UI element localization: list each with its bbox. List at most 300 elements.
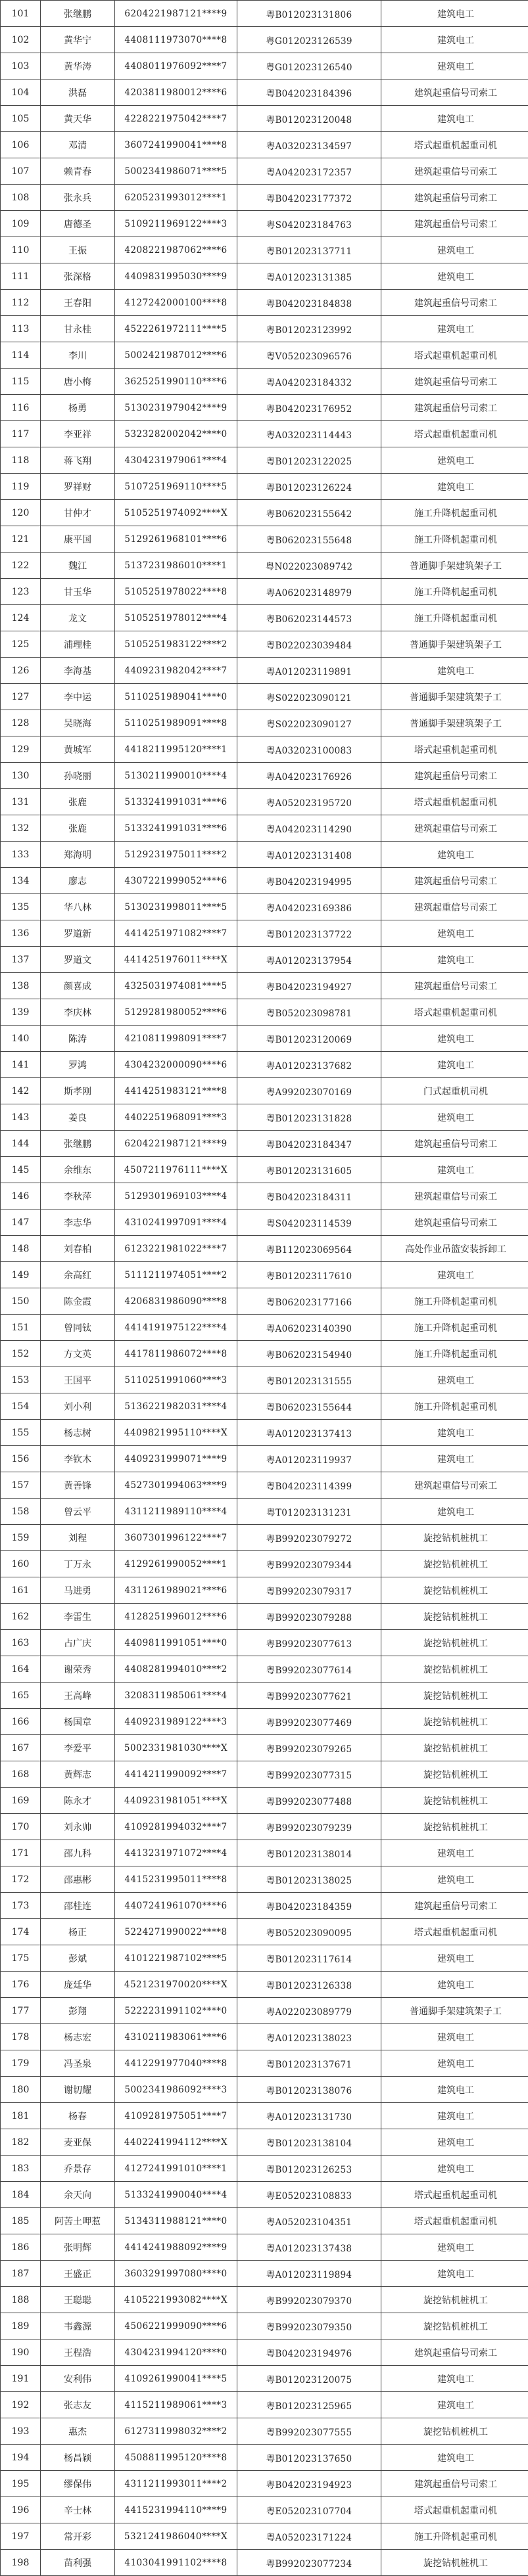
table-row bbox=[1, 973, 528, 999]
id-number-cell: 4304232000090****6 bbox=[115, 1052, 237, 1078]
certificate-number-cell: 粤B012023117614 bbox=[237, 1945, 381, 1972]
certificate-number-cell: 粤A032023134597 bbox=[237, 132, 381, 158]
job-type-cell: 建筑电工 bbox=[381, 474, 528, 500]
job-type-cell: 旋挖钻机桩机工 bbox=[381, 1814, 528, 1840]
certificate-number-cell: 粤G012023126539 bbox=[237, 27, 381, 53]
row-number-cell: 135 bbox=[1, 894, 41, 920]
row-number-cell: 145 bbox=[1, 1157, 41, 1183]
job-type-cell: 旋挖钻机桩机工 bbox=[381, 1551, 528, 1577]
id-number-cell: 4109261990041****5 bbox=[115, 2366, 237, 2392]
table-row bbox=[1, 1656, 528, 1683]
certificate-number-cell: 粤B042023114399 bbox=[237, 1472, 381, 1499]
job-type-cell: 施工升降机起重司机 bbox=[381, 1288, 528, 1315]
certificate-number-cell: 粤A062023148979 bbox=[237, 579, 381, 605]
row-number-cell: 144 bbox=[1, 1131, 41, 1157]
job-type-cell: 建筑电工 bbox=[381, 1840, 528, 1866]
certificate-number-cell: 粤B992023077621 bbox=[237, 1683, 381, 1709]
row-number-cell: 111 bbox=[1, 263, 41, 290]
person-name-cell: 苗利强 bbox=[41, 2550, 115, 2576]
id-number-cell: 4409231981051****X bbox=[115, 1788, 237, 1814]
row-number-cell: 183 bbox=[1, 2156, 41, 2182]
certificate-number-cell: 粤B012023138104 bbox=[237, 2129, 381, 2156]
id-number-cell: 5224271990022****8 bbox=[115, 1919, 237, 1945]
job-type-cell: 建筑起重信号司索工 bbox=[381, 815, 528, 842]
id-number-cell: 4127242000100****8 bbox=[115, 290, 237, 316]
table-row bbox=[1, 1551, 528, 1577]
table-row bbox=[1, 2471, 528, 2497]
table-row bbox=[1, 1026, 528, 1052]
id-number-cell: 4414251983121****8 bbox=[115, 1078, 237, 1104]
id-number-cell: 5105251978022****8 bbox=[115, 579, 237, 605]
id-number-cell: 5321241986040****X bbox=[115, 2523, 237, 2550]
id-number-cell: 5134311988121****0 bbox=[115, 2208, 237, 2234]
job-type-cell: 建筑电工 bbox=[381, 1026, 528, 1052]
person-name-cell: 王盛正 bbox=[41, 2261, 115, 2287]
row-number-cell: 171 bbox=[1, 1840, 41, 1866]
person-name-cell: 罗道文 bbox=[41, 947, 115, 973]
id-number-cell: 4307221999052****6 bbox=[115, 868, 237, 894]
person-name-cell: 张永兵 bbox=[41, 185, 115, 211]
id-number-cell: 3625251990110****6 bbox=[115, 369, 237, 395]
row-number-cell: 102 bbox=[1, 27, 41, 53]
id-number-cell: 5323282002042****0 bbox=[115, 421, 237, 447]
person-name-cell: 李爱平 bbox=[41, 1735, 115, 1761]
table-row bbox=[1, 2497, 528, 2523]
table-row bbox=[1, 1104, 528, 1131]
row-number-cell: 139 bbox=[1, 999, 41, 1026]
id-number-cell: 4409231999071****9 bbox=[115, 1446, 237, 1472]
id-number-cell: 5133241991031****6 bbox=[115, 789, 237, 815]
table-row bbox=[1, 684, 528, 710]
person-name-cell: 王聪聪 bbox=[41, 2287, 115, 2313]
person-name-cell: 廖志 bbox=[41, 868, 115, 894]
table-row bbox=[1, 1525, 528, 1551]
table-row bbox=[1, 27, 528, 53]
person-name-cell: 惠杰 bbox=[41, 2418, 115, 2445]
table-row bbox=[1, 658, 528, 684]
certificate-number-cell: 粤B042023194927 bbox=[237, 973, 381, 999]
id-number-cell: 4228221975042****7 bbox=[115, 106, 237, 132]
id-number-cell: 4414251971082****7 bbox=[115, 920, 237, 947]
certificate-number-cell: 粤B992023079350 bbox=[237, 2313, 381, 2339]
table-row bbox=[1, 79, 528, 106]
id-number-cell: 5110251989091****8 bbox=[115, 710, 237, 736]
person-name-cell: 韦鑫源 bbox=[41, 2313, 115, 2339]
certificate-number-cell: 粤A062023140390 bbox=[237, 1315, 381, 1341]
table-row bbox=[1, 1446, 528, 1472]
certificate-number-cell: 粤A992023070169 bbox=[237, 1078, 381, 1104]
row-number-cell: 119 bbox=[1, 474, 41, 500]
certificate-number-cell: 粤B992023077315 bbox=[237, 1761, 381, 1788]
person-name-cell: 蒋飞翔 bbox=[41, 447, 115, 474]
table-row bbox=[1, 553, 528, 579]
certificate-number-cell: 粤B012023131806 bbox=[237, 1, 381, 27]
row-number-cell: 197 bbox=[1, 2523, 41, 2550]
job-type-cell: 旋挖钻机桩机工 bbox=[381, 2418, 528, 2445]
job-type-cell: 建筑电工 bbox=[381, 842, 528, 868]
id-number-cell: 4527301994063****9 bbox=[115, 1472, 237, 1499]
table-row bbox=[1, 1499, 528, 1525]
certificate-number-cell: 粤B992023077469 bbox=[237, 1709, 381, 1735]
table-row bbox=[1, 1367, 528, 1393]
row-number-cell: 132 bbox=[1, 815, 41, 842]
table-row bbox=[1, 211, 528, 237]
row-number-cell: 134 bbox=[1, 868, 41, 894]
certificate-number-cell: 粤B992023079239 bbox=[237, 1814, 381, 1840]
certificate-number-cell: 粤A052023171224 bbox=[237, 2523, 381, 2550]
certificate-number-cell: 粤B042023194976 bbox=[237, 2339, 381, 2366]
job-type-cell: 建筑电工 bbox=[381, 1446, 528, 1472]
person-name-cell: 颜喜成 bbox=[41, 973, 115, 999]
job-type-cell: 建筑起重信号司索工 bbox=[381, 1209, 528, 1236]
job-type-cell: 建筑起重信号司索工 bbox=[381, 158, 528, 185]
certificate-number-cell: 粤B012023138025 bbox=[237, 1866, 381, 1893]
table-row bbox=[1, 631, 528, 658]
person-name-cell: 刘永帅 bbox=[41, 1814, 115, 1840]
table-row bbox=[1, 1472, 528, 1499]
job-type-cell: 旋挖钻机桩机工 bbox=[381, 1604, 528, 1630]
job-type-cell: 施工升降机起重司机 bbox=[381, 2523, 528, 2550]
job-type-cell: 建筑电工 bbox=[381, 947, 528, 973]
row-number-cell: 164 bbox=[1, 1656, 41, 1683]
id-number-cell: 4506221999090****6 bbox=[115, 2313, 237, 2339]
certificate-number-cell: 粤B012023131555 bbox=[237, 1367, 381, 1393]
table-row bbox=[1, 2339, 528, 2366]
certificate-number-cell: 粤B012023123992 bbox=[237, 316, 381, 342]
person-name-cell: 王春阳 bbox=[41, 290, 115, 316]
table-row bbox=[1, 2261, 528, 2287]
row-number-cell: 115 bbox=[1, 369, 41, 395]
id-number-cell: 5130231979042****9 bbox=[115, 395, 237, 421]
person-name-cell: 甘永桂 bbox=[41, 316, 115, 342]
job-type-cell: 普通脚手架建筑架子工 bbox=[381, 710, 528, 736]
id-number-cell: 3607301996122****7 bbox=[115, 1525, 237, 1551]
id-number-cell: 6204221987121****9 bbox=[115, 1131, 237, 1157]
job-type-cell: 建筑电工 bbox=[381, 2024, 528, 2050]
id-number-cell: 4508811995120****8 bbox=[115, 2445, 237, 2471]
certificate-number-cell: 粤A012023119937 bbox=[237, 1446, 381, 1472]
row-number-cell: 157 bbox=[1, 1472, 41, 1499]
job-type-cell: 建筑电工 bbox=[381, 658, 528, 684]
id-number-cell: 5002341986071****5 bbox=[115, 158, 237, 185]
job-type-cell: 普通脚手架建筑架子工 bbox=[381, 684, 528, 710]
person-name-cell: 占广庆 bbox=[41, 1630, 115, 1656]
table-row bbox=[1, 369, 528, 395]
certificate-number-cell: 粤E052023107704 bbox=[237, 2497, 381, 2523]
certificate-number-cell: 粤B012023137650 bbox=[237, 2445, 381, 2471]
row-number-cell: 112 bbox=[1, 290, 41, 316]
job-type-cell: 建筑电工 bbox=[381, 2366, 528, 2392]
person-name-cell: 魏江 bbox=[41, 553, 115, 579]
job-type-cell: 建筑电工 bbox=[381, 1420, 528, 1446]
id-number-cell: 4409231982042****7 bbox=[115, 658, 237, 684]
job-type-cell: 旋挖钻机桩机工 bbox=[381, 2550, 528, 2576]
certificate-number-cell: 粤B112023069564 bbox=[237, 1236, 381, 1262]
person-name-cell: 杨志树 bbox=[41, 1420, 115, 1446]
certificate-number-cell: 粤B992023077234 bbox=[237, 2550, 381, 2576]
id-number-cell: 4203811980012****6 bbox=[115, 79, 237, 106]
id-number-cell: 4128251996012****6 bbox=[115, 1604, 237, 1630]
table-row bbox=[1, 920, 528, 947]
certificate-number-cell: 粤B012023138076 bbox=[237, 2077, 381, 2103]
row-number-cell: 140 bbox=[1, 1026, 41, 1052]
job-type-cell: 高处作业吊篮安装拆卸工 bbox=[381, 1236, 528, 1262]
table-row bbox=[1, 2418, 528, 2445]
row-number-cell: 155 bbox=[1, 1420, 41, 1446]
job-type-cell: 建筑电工 bbox=[381, 1866, 528, 1893]
table-row bbox=[1, 1393, 528, 1420]
job-type-cell: 旋挖钻机桩机工 bbox=[381, 1630, 528, 1656]
id-number-cell: 5129231975011****2 bbox=[115, 842, 237, 868]
id-number-cell: 4127241991010****1 bbox=[115, 2156, 237, 2182]
table-row bbox=[1, 2392, 528, 2418]
certificate-number-cell: 粤B012023120069 bbox=[237, 1026, 381, 1052]
job-type-cell: 建筑起重信号司索工 bbox=[381, 1183, 528, 1209]
job-type-cell: 建筑电工 bbox=[381, 2077, 528, 2103]
id-number-cell: 6205231993012****1 bbox=[115, 185, 237, 211]
table-row bbox=[1, 1131, 528, 1157]
person-name-cell: 黄华宁 bbox=[41, 27, 115, 53]
row-number-cell: 143 bbox=[1, 1104, 41, 1131]
person-name-cell: 曾云平 bbox=[41, 1499, 115, 1525]
id-number-cell: 4109281994032****7 bbox=[115, 1814, 237, 1840]
id-number-cell: 4407241961070****6 bbox=[115, 1893, 237, 1919]
certificate-number-cell: 粤B992023077555 bbox=[237, 2418, 381, 2445]
table-row bbox=[1, 1919, 528, 1945]
person-name-cell: 乔景存 bbox=[41, 2156, 115, 2182]
row-number-cell: 174 bbox=[1, 1919, 41, 1945]
job-type-cell: 施工升降机起重司机 bbox=[381, 605, 528, 631]
row-number-cell: 151 bbox=[1, 1315, 41, 1341]
job-type-cell: 建筑电工 bbox=[381, 1499, 528, 1525]
certificate-number-cell: 粤B012023125965 bbox=[237, 2392, 381, 2418]
job-type-cell: 塔式起重机起重司机 bbox=[381, 2497, 528, 2523]
id-number-cell: 4109281975051****7 bbox=[115, 2103, 237, 2129]
certificate-number-cell: 粤B012023137671 bbox=[237, 2050, 381, 2077]
certificate-number-cell: 粤B012023138014 bbox=[237, 1840, 381, 1866]
certificate-number-cell: 粤B042023184311 bbox=[237, 1183, 381, 1209]
row-number-cell: 123 bbox=[1, 579, 41, 605]
job-type-cell: 建筑起重信号司索工 bbox=[381, 211, 528, 237]
id-number-cell: 4414251976011****X bbox=[115, 947, 237, 973]
id-number-cell: 4522261972111****5 bbox=[115, 316, 237, 342]
row-number-cell: 186 bbox=[1, 2234, 41, 2261]
row-number-cell: 107 bbox=[1, 158, 41, 185]
id-number-cell: 4310211983061****6 bbox=[115, 2024, 237, 2050]
job-type-cell: 建筑起重信号司索工 bbox=[381, 1131, 528, 1157]
person-name-cell: 浦理桂 bbox=[41, 631, 115, 658]
id-number-cell: 5136221982031****4 bbox=[115, 1393, 237, 1420]
table-row bbox=[1, 1052, 528, 1078]
job-type-cell: 建筑起重信号司索工 bbox=[381, 868, 528, 894]
job-type-cell: 建筑电工 bbox=[381, 2129, 528, 2156]
id-number-cell: 4507211976111****X bbox=[115, 1157, 237, 1183]
table-row bbox=[1, 2129, 528, 2156]
person-name-cell: 余高红 bbox=[41, 1262, 115, 1288]
row-number-cell: 165 bbox=[1, 1683, 41, 1709]
certificate-number-cell: 粤A042023114290 bbox=[237, 815, 381, 842]
id-number-cell: 4415231995011****8 bbox=[115, 1866, 237, 1893]
row-number-cell: 125 bbox=[1, 631, 41, 658]
row-number-cell: 189 bbox=[1, 2313, 41, 2339]
certificate-number-cell: 粤B012023137722 bbox=[237, 920, 381, 947]
person-name-cell: 龙文 bbox=[41, 605, 115, 631]
table-row bbox=[1, 1735, 528, 1761]
person-name-cell: 张志友 bbox=[41, 2392, 115, 2418]
row-number-cell: 175 bbox=[1, 1945, 41, 1972]
person-name-cell: 黄城军 bbox=[41, 736, 115, 763]
id-number-cell: 6127311998032****2 bbox=[115, 2418, 237, 2445]
table-row bbox=[1, 1315, 528, 1341]
person-name-cell: 陈金霞 bbox=[41, 1288, 115, 1315]
job-type-cell: 建筑电工 bbox=[381, 53, 528, 79]
certificate-number-cell: 粤S042023114539 bbox=[237, 1209, 381, 1236]
certificate-number-cell: 粤B012023126338 bbox=[237, 1972, 381, 1998]
person-name-cell: 邓清 bbox=[41, 132, 115, 158]
id-number-cell: 4206831986090****8 bbox=[115, 1288, 237, 1315]
id-number-cell: 4311211993011****2 bbox=[115, 2471, 237, 2497]
id-number-cell: 4325031974081****5 bbox=[115, 973, 237, 999]
person-name-cell: 常开彩 bbox=[41, 2523, 115, 2550]
person-name-cell: 曾同钛 bbox=[41, 1315, 115, 1341]
person-name-cell: 黄善锋 bbox=[41, 1472, 115, 1499]
certificate-number-cell: 粤B062023177166 bbox=[237, 1288, 381, 1315]
row-number-cell: 138 bbox=[1, 973, 41, 999]
certificate-number-cell: 粤B052023098781 bbox=[237, 999, 381, 1026]
person-name-cell: 马进勇 bbox=[41, 1577, 115, 1604]
row-number-cell: 192 bbox=[1, 2392, 41, 2418]
row-number-cell: 177 bbox=[1, 1998, 41, 2024]
row-number-cell: 195 bbox=[1, 2471, 41, 2497]
certificate-number-cell: 粤A042023169386 bbox=[237, 894, 381, 920]
job-type-cell: 建筑起重信号司索工 bbox=[381, 1472, 528, 1499]
row-number-cell: 169 bbox=[1, 1788, 41, 1814]
person-name-cell: 甘仲才 bbox=[41, 500, 115, 526]
table-row bbox=[1, 237, 528, 263]
row-number-cell: 181 bbox=[1, 2103, 41, 2129]
certificate-number-cell: 粤B062023155642 bbox=[237, 500, 381, 526]
row-number-cell: 153 bbox=[1, 1367, 41, 1393]
job-type-cell: 建筑起重信号司索工 bbox=[381, 894, 528, 920]
job-type-cell: 塔式起重机起重司机 bbox=[381, 789, 528, 815]
row-number-cell: 108 bbox=[1, 185, 41, 211]
row-number-cell: 198 bbox=[1, 2550, 41, 2576]
job-type-cell: 门式起重机司机 bbox=[381, 1078, 528, 1104]
job-type-cell: 施工升降机起重司机 bbox=[381, 1341, 528, 1367]
table-body bbox=[1, 1, 528, 2576]
person-name-cell: 郑海明 bbox=[41, 842, 115, 868]
certificate-number-cell: 粤A022023089779 bbox=[237, 1998, 381, 2024]
certificate-number-cell: 粤A012023137438 bbox=[237, 2234, 381, 2261]
id-number-cell: 4402251968091****3 bbox=[115, 1104, 237, 1131]
row-number-cell: 196 bbox=[1, 2497, 41, 2523]
row-number-cell: 113 bbox=[1, 316, 41, 342]
table-row bbox=[1, 1840, 528, 1866]
id-number-cell: 4402241994112****X bbox=[115, 2129, 237, 2156]
person-name-cell: 刘小利 bbox=[41, 1393, 115, 1420]
person-name-cell: 谢荣秀 bbox=[41, 1656, 115, 1683]
job-type-cell: 施工升降机起重司机 bbox=[381, 500, 528, 526]
table-row bbox=[1, 395, 528, 421]
job-type-cell: 施工升降机起重司机 bbox=[381, 1315, 528, 1341]
id-number-cell: 5130211990010****4 bbox=[115, 763, 237, 789]
row-number-cell: 109 bbox=[1, 211, 41, 237]
person-name-cell: 李钦木 bbox=[41, 1446, 115, 1472]
certificate-number-cell: 粤A042023176926 bbox=[237, 763, 381, 789]
certificate-number-cell: 粤B992023077614 bbox=[237, 1656, 381, 1683]
table-row bbox=[1, 1288, 528, 1315]
person-name-cell: 斯孝刚 bbox=[41, 1078, 115, 1104]
id-number-cell: 4414241988092****9 bbox=[115, 2234, 237, 2261]
person-name-cell: 阿苦土呷惹 bbox=[41, 2208, 115, 2234]
job-type-cell: 建筑电工 bbox=[381, 316, 528, 342]
job-type-cell: 塔式起重机起重司机 bbox=[381, 1919, 528, 1945]
table-row bbox=[1, 2208, 528, 2234]
id-number-cell: 4413231971072****4 bbox=[115, 1840, 237, 1866]
table-row bbox=[1, 2234, 528, 2261]
person-name-cell: 甘玉华 bbox=[41, 579, 115, 605]
table-row bbox=[1, 605, 528, 631]
certificate-number-cell: 粤B012023131605 bbox=[237, 1157, 381, 1183]
row-number-cell: 114 bbox=[1, 342, 41, 369]
table-row bbox=[1, 474, 528, 500]
id-number-cell: 4408111973070****8 bbox=[115, 27, 237, 53]
id-number-cell: 5222231991102****0 bbox=[115, 1998, 237, 2024]
job-type-cell: 塔式起重机起重司机 bbox=[381, 421, 528, 447]
row-number-cell: 161 bbox=[1, 1577, 41, 1604]
person-name-cell: 方文英 bbox=[41, 1341, 115, 1367]
job-type-cell: 建筑电工 bbox=[381, 1052, 528, 1078]
id-number-cell: 5133241990040****4 bbox=[115, 2182, 237, 2208]
certificate-number-cell: 粤B042023194923 bbox=[237, 2471, 381, 2497]
id-number-cell: 5110251991060****3 bbox=[115, 1367, 237, 1393]
table-row bbox=[1, 1814, 528, 1840]
table-row bbox=[1, 2024, 528, 2050]
table-row bbox=[1, 1, 528, 27]
table-row bbox=[1, 263, 528, 290]
job-type-cell: 旋挖钻机桩机工 bbox=[381, 1656, 528, 1683]
row-number-cell: 120 bbox=[1, 500, 41, 526]
job-type-cell: 旋挖钻机桩机工 bbox=[381, 1709, 528, 1735]
row-number-cell: 131 bbox=[1, 789, 41, 815]
certificate-number-cell: 粤B042023184396 bbox=[237, 79, 381, 106]
person-name-cell: 丁万永 bbox=[41, 1551, 115, 1577]
certificate-number-cell: 粤A012023137954 bbox=[237, 947, 381, 973]
row-number-cell: 129 bbox=[1, 736, 41, 763]
person-name-cell: 李海基 bbox=[41, 658, 115, 684]
id-number-cell: 6204221987121****9 bbox=[115, 1, 237, 27]
job-type-cell: 塔式起重机起重司机 bbox=[381, 2208, 528, 2234]
table-row bbox=[1, 447, 528, 474]
row-number-cell: 136 bbox=[1, 920, 41, 947]
job-type-cell: 建筑电工 bbox=[381, 1157, 528, 1183]
job-type-cell: 旋挖钻机桩机工 bbox=[381, 1735, 528, 1761]
certificate-number-cell: 粤A012023131730 bbox=[237, 2103, 381, 2129]
job-type-cell: 旋挖钻机桩机工 bbox=[381, 1683, 528, 1709]
id-number-cell: 4129261990052****1 bbox=[115, 1551, 237, 1577]
id-number-cell: 5129281980052****6 bbox=[115, 999, 237, 1026]
job-type-cell: 建筑起重信号司索工 bbox=[381, 79, 528, 106]
certificate-number-cell: 粤B042023177372 bbox=[237, 185, 381, 211]
person-name-cell: 安利伟 bbox=[41, 2366, 115, 2392]
certificate-number-cell: 粤A012023131385 bbox=[237, 263, 381, 290]
certificate-number-cell: 粤B052023090095 bbox=[237, 1919, 381, 1945]
id-number-cell: 5107251969110****5 bbox=[115, 474, 237, 500]
id-number-cell: 4310241997091****4 bbox=[115, 1209, 237, 1236]
table-row bbox=[1, 500, 528, 526]
row-number-cell: 188 bbox=[1, 2287, 41, 2313]
table-row bbox=[1, 132, 528, 158]
